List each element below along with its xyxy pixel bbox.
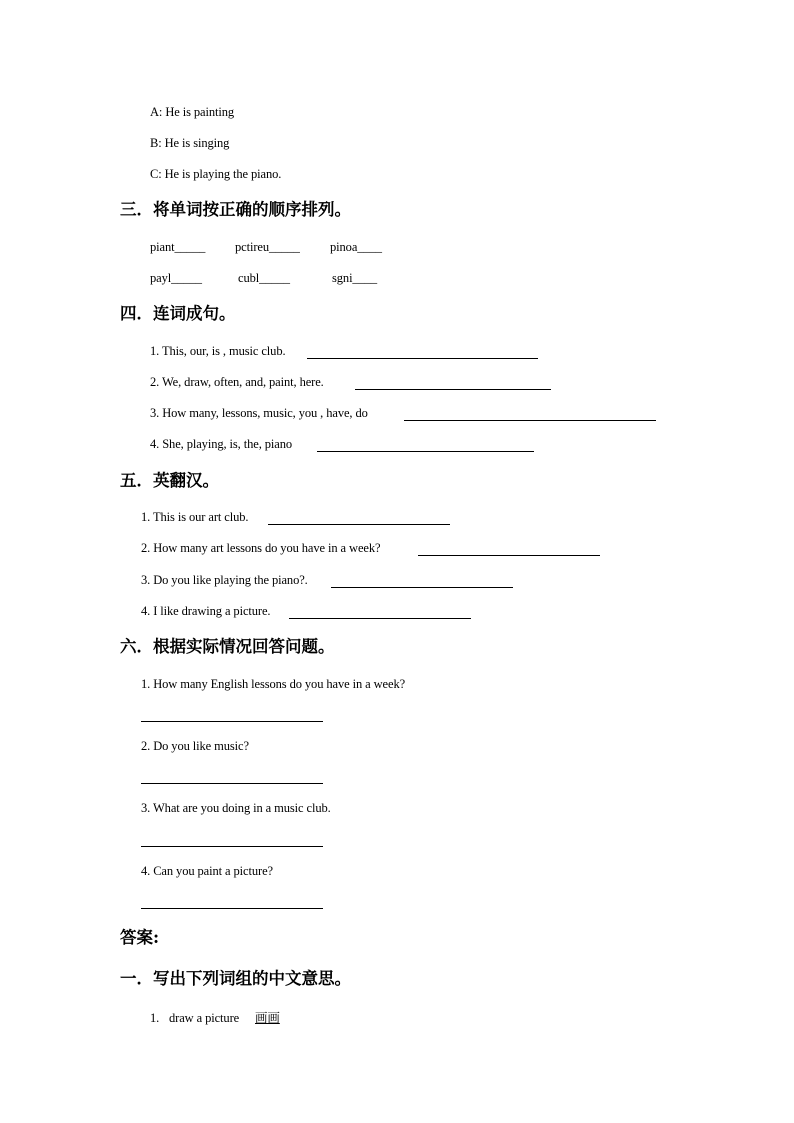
scrambled-word: cubl_____ [238,271,290,285]
answer-blank[interactable] [141,908,323,909]
answers-section-1-title: 一．写出下列词组的中文意思。 [120,969,351,988]
question: 4. Can you paint a picture? [141,864,273,878]
answer-blank[interactable] [289,618,471,619]
answer-blank[interactable] [141,846,323,847]
section-3-title: 三．将单词按正确的顺序排列。 [120,200,351,219]
scrambled-word: pinoa____ [330,240,382,254]
option-a: A: He is painting [150,105,235,119]
translation-prompt: 3. Do you like playing the piano?. [141,573,308,587]
section-5-title: 五．英翻汉。 [120,471,219,490]
sentence-prompt: 1. This, our, is , music club. [150,344,286,358]
translation-prompt: 1. This is our art club. [141,510,249,524]
answer-item-phrase: draw a picture [169,1011,240,1025]
section-4-title: 四．连词成句。 [120,304,236,323]
scrambled-word: pctireu_____ [235,240,300,254]
scrambled-word: sgni____ [332,271,378,285]
section-6-title: 六．根据实际情况回答问题。 [120,637,335,656]
answer-blank[interactable] [418,555,600,556]
answer-blank[interactable] [141,721,323,722]
answers-title: 答案: [120,928,160,947]
answer-blank[interactable] [404,420,656,421]
translation-prompt: 2. How many art lessons do you have in a week? [141,541,381,555]
sentence-prompt: 4. She, playing, is, the, piano [150,437,293,451]
answer-blank[interactable] [307,358,538,359]
sentence-prompt: 3. How many, lessons, music, you , have, do [150,406,368,420]
answer-item-number: 1. [150,1011,160,1025]
answer-blank[interactable] [317,451,534,452]
translation-prompt: 4. I like drawing a picture. [141,604,271,618]
answer-blank[interactable] [141,783,323,784]
answer-item-translation: 画画 [255,1010,280,1025]
answer-blank[interactable] [331,587,513,588]
option-b: B: He is singing [150,136,230,150]
scrambled-word: payl_____ [150,271,202,285]
question: 2. Do you like music? [141,739,249,753]
sentence-prompt: 2. We, draw, often, and, paint, here. [150,375,324,389]
option-c: C: He is playing the piano. [150,167,282,181]
question: 1. How many English lessons do you have in a week? [141,677,406,691]
scrambled-word: piant_____ [150,240,206,254]
question: 3. What are you doing in a music club. [141,801,331,815]
answer-blank[interactable] [355,389,551,390]
answer-blank[interactable] [268,524,450,525]
